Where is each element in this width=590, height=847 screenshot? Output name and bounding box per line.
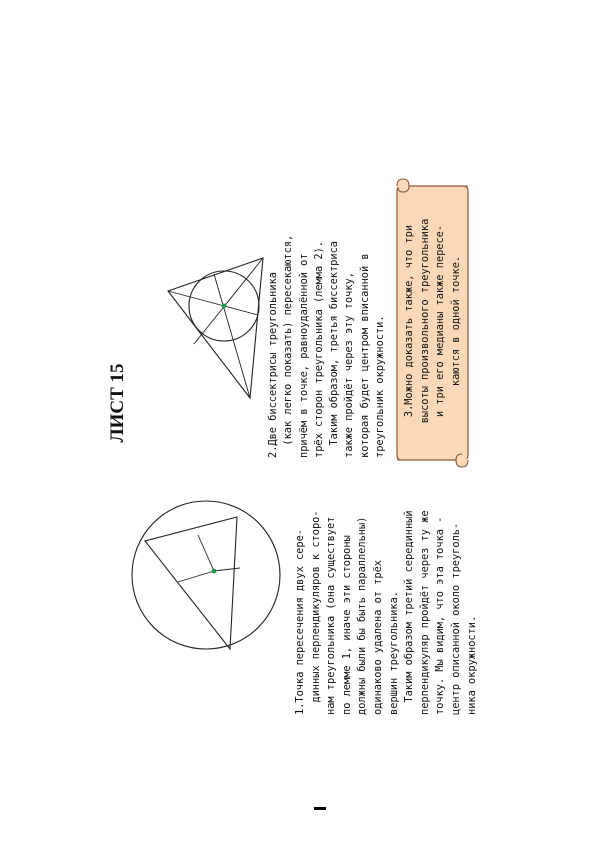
perpendicular-bisector [178,571,214,582]
scroll-top-curl [397,179,409,192]
scroll-banner-text [402,195,468,447]
text-line: которая будет центром вписанной в [358,253,371,458]
text-line: по лемме 1, иначе эти стороны [340,535,353,715]
angle-bisector [168,291,258,315]
incenter-paragraph [266,210,386,458]
circumcircle-triangle [145,517,237,649]
incenter-point [222,304,227,309]
perpendicular-bisector [198,535,214,571]
text-line: Таким образом, третья биссектриса [328,241,341,446]
text-line: динных перпендикуляров к сторо- [309,510,322,703]
text-line: также пройдёт через эту точку, [343,272,356,458]
page-number-mark [314,807,326,810]
text-line: точку. Мы видим, что эта точка - [434,516,447,715]
incircle-figure [168,258,263,398]
circumcircle-figure [132,501,280,649]
text-line: центр описанной около треуголь- [449,522,462,715]
text-line: нам треугольника (она существует [325,516,338,715]
text-line: причём в точке, равноудалённой от [297,253,310,458]
text-line: одинаково удалена от трёх [371,560,384,715]
angle-bisector [214,274,250,398]
text-line: перпендикуляр пройдёт через ту же [418,510,431,715]
text-line: высоты произвольного треугольника [418,218,431,424]
text-line: Таким образом третий серединный [403,510,416,703]
text-line: 3.Можно доказать также, что три [403,224,415,418]
text-line: 1.Точка пересечения двух сере- [294,529,306,715]
text-line: каются в одной точке. [449,255,462,387]
text-line: вершин треугольника. [387,591,400,715]
text-line: (как легко показать) пересекаются, [282,234,295,446]
page-title: ЛИСТ 15 [107,363,128,443]
text-line: треугольник окружности. [374,315,387,458]
text-line: 2.Две биссектрисы треугольника [267,272,279,458]
circumscribed-circle [132,501,280,649]
perpendicular-bisector [214,568,240,571]
text-line: должны были бы быть параллельны) [356,516,369,715]
circumcenter-paragraph [293,485,478,715]
text-line: трёх сторон треугольника (лемма 2). [312,241,325,458]
circumcenter-point [212,569,217,574]
text-line: и три его медианы также пересе- [434,224,447,418]
text-line: ника окружности. [465,615,478,715]
